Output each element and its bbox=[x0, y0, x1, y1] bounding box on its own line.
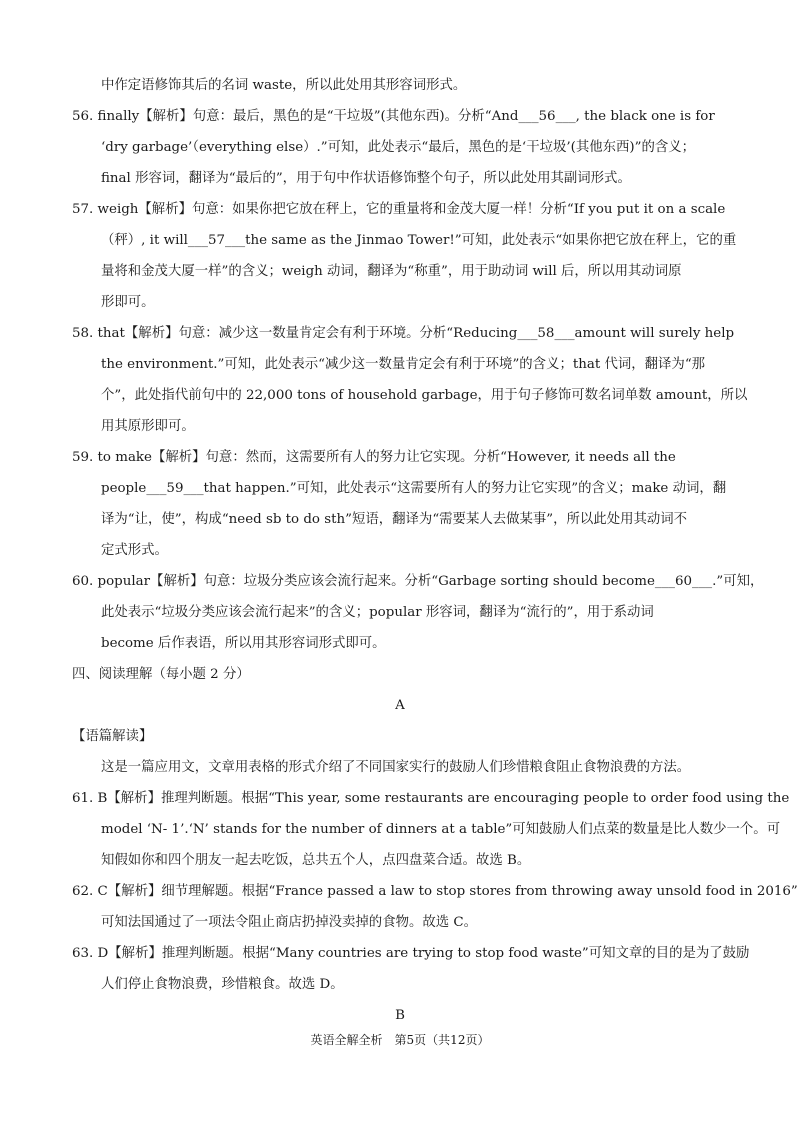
text-line: A bbox=[395, 698, 405, 713]
document-body bbox=[0, 70, 800, 1031]
text-line: 人们停止食物浪费，珍惜粮食。故选 D。 bbox=[101, 977, 344, 992]
text-line: 译为“让，使”，构成“need sb to do sth”短语，翻译为“需要某人去做某事”，所以此处用其动词不 bbox=[101, 512, 688, 527]
text-line: 可知法国通过了一项法令阻止商店扔掉没卖掉的食物。故选 C。 bbox=[101, 915, 478, 930]
text-line: final 形容词，翻译为“最后的”，用于句中作状语修饰整个句子，所以此处用其副词形式。 bbox=[101, 171, 631, 186]
text-line: 【语篇解读】 bbox=[72, 729, 153, 744]
text-line: 59. to make【解析】句意：然而，这需要所有人的努力让它实现。分析“However, it needs all the bbox=[72, 450, 676, 465]
text-line: 这是一篇应用文，文章用表格的形式介绍了不同国家实行的鼓励人们珍惜粮食阻止食物浪费的方法。 bbox=[101, 760, 691, 775]
text-line: 用其原形即可。 bbox=[101, 419, 195, 434]
text-line: 62. C【解析】细节理解题。根据“France passed a law to stop stores from throwing away unsold food in 2016” bbox=[72, 884, 798, 899]
text-line: 中作定语修饰其后的名词 waste，所以此处用其形容词形式。 bbox=[101, 78, 467, 93]
text-line: people___59___that happen.”可知，此处表示“这需要所有人的努力让它实现”的含义；make 动词，翻 bbox=[101, 481, 727, 496]
text-line: 个”，此处指代前句中的 22,000 tons of household garbage，用于句子修饰可数名词单数 amount，所以 bbox=[101, 388, 748, 403]
text-line: 56. finally【解析】句意：最后，黑色的是“干垃圾”(其他东西)。分析“And___56___, the black one is for bbox=[72, 109, 715, 124]
text-line: B bbox=[395, 1008, 405, 1023]
text-line: 57. weigh【解析】句意：如果你把它放在秤上，它的重量将和金茂大厦一样！分析“If you put it on a scale bbox=[72, 202, 726, 217]
text-line: （秤）, it will___57___the same as the Jinmao Tower!”可知，此处表示“如果你把它放在秤上，它的重 bbox=[101, 233, 737, 248]
page-footer: 英语全解全析 第5页（共12页） bbox=[310, 1033, 490, 1047]
text-line: 此处表示“垃圾分类应该会流行起来”的含义；popular 形容词，翻译为“流行的”，用于系动词 bbox=[101, 605, 654, 620]
text-line: 60. popular【解析】句意：垃圾分类应该会流行起来。分析“Garbage sorting should become___60___.”可知， bbox=[72, 574, 764, 589]
text-line: 定式形式。 bbox=[101, 543, 168, 558]
text-line: become 后作表语，所以用其形容词形式即可。 bbox=[101, 636, 386, 651]
text-line: model ‘N- 1’.‘N’ stands for the number of dinners at a table”可知鼓励人们点菜的数量是比人数少一个。可 bbox=[101, 822, 781, 837]
text-line: 知假如你和四个朋友一起去吃饭，总共五个人，点四盘菜合适。故选 B。 bbox=[101, 853, 531, 868]
text-line: 58. that【解析】句意：减少这一数量肯定会有利于环境。分析“Reducing___58___amount will surely help bbox=[72, 326, 735, 341]
text-line: 量将和金茂大厦一样”的含义；weigh 动词，翻译为“称重”，用于助动词 will 后，所以用其动词原 bbox=[101, 264, 682, 279]
text-line: the environment.”可知，此处表示“减少这一数量肯定会有利于环境”的含义；that 代词，翻译为“那 bbox=[101, 357, 706, 372]
text-line: 四、阅读理解（每小题 2 分） bbox=[72, 667, 250, 682]
text-line: 63. D【解析】推理判断题。根据“Many countries are trying to stop food waste”可知文章的目的是为了鼓励 bbox=[72, 946, 750, 961]
text-line: 61. B【解析】推理判断题。根据“This year, some restaurants are encouraging people to order food using the bbox=[72, 791, 790, 806]
text-line: ‘dry garbage’（everything else）.”可知，此处表示“最后，黑色的是‘干垃圾’(其他东西)”的含义； bbox=[101, 140, 696, 155]
text-line: 形即可。 bbox=[101, 295, 155, 310]
